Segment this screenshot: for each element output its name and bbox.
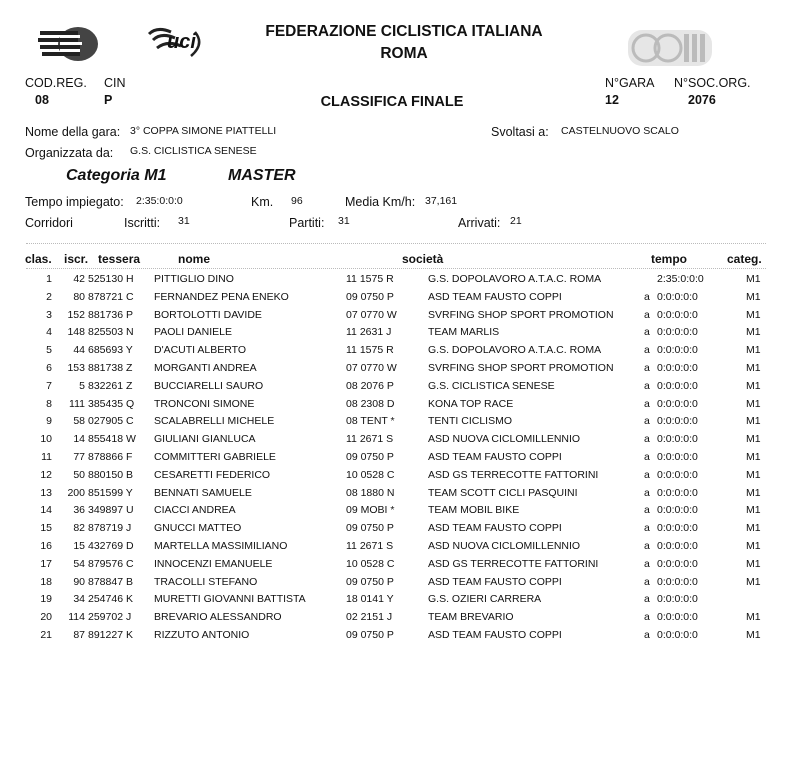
- cell-rider-name: INNOCENZI EMANUELE: [154, 557, 273, 570]
- cell-gap-marker: a: [644, 593, 650, 606]
- cell-team-code: 10 0528 C: [346, 468, 395, 481]
- table-row: [0, 362, 805, 379]
- cell-team-code: 07 0770 W: [346, 362, 397, 374]
- cin-label: CIN: [104, 76, 126, 90]
- table-row: [0, 415, 805, 432]
- cell-rider-name: COMMITTERI GABRIELE: [154, 451, 276, 463]
- cell-bib: 36: [73, 504, 85, 517]
- table-row: [0, 487, 805, 504]
- cell-license: 880150 B: [88, 468, 133, 481]
- cell-rider-name: PAOLI DANIELE: [154, 326, 233, 339]
- cell-rider-name: FERNANDEZ PENA ENEKO: [154, 290, 289, 303]
- cell-rider-name: BUCCIARELLI SAURO: [154, 379, 264, 392]
- time-value: 2:35:0:0:0: [136, 195, 183, 207]
- cell-rank: 10: [40, 433, 52, 446]
- table-row: [0, 344, 805, 361]
- table-row: [0, 576, 805, 593]
- cell-time: 0:0:0:0:0: [657, 433, 698, 446]
- cin-value: P: [104, 93, 113, 107]
- cell-rider-name: RIZZUTO ANTONIO: [154, 629, 250, 641]
- finished-label: Arrivati:: [458, 216, 501, 230]
- cell-team-name: ASD NUOVA CICLOMILLENNIO: [428, 433, 581, 446]
- cell-bib: 152: [67, 308, 85, 321]
- table-row: [0, 398, 805, 415]
- cell-team-code: 08 TENT *: [346, 415, 395, 428]
- cell-rider-name: BREVARIO ALESSANDRO: [154, 611, 282, 624]
- cell-license: 685693 Y: [88, 344, 133, 357]
- cell-team-name: G.S. DOPOLAVORO A.T.A.C. ROMA: [428, 344, 602, 357]
- cell-time: 0:0:0:0:0: [657, 379, 698, 392]
- cell-team-name: G.S. CICLISTICA SENESE: [428, 379, 555, 392]
- cell-time: 0:0:0:0:0: [657, 540, 698, 552]
- cell-time: 0:0:0:0:0: [657, 326, 698, 339]
- avg-speed-label: Media Km/h:: [345, 195, 416, 209]
- cell-gap-marker: a: [644, 451, 650, 463]
- cell-team-name: ASD GS TERRECOTTE FATTORINI: [428, 557, 599, 570]
- cell-bib: 54: [73, 557, 85, 570]
- cell-category: M1: [746, 326, 761, 339]
- cell-bib: 153: [67, 362, 85, 374]
- cell-license: 027905 C: [88, 415, 134, 428]
- cell-team-name: TENTI CICLISMO: [428, 415, 513, 428]
- cell-team-name: G.S. DOPOLAVORO A.T.A.C. ROMA: [428, 273, 602, 285]
- cell-category: M1: [746, 308, 761, 321]
- fci-logo: [38, 24, 100, 64]
- cell-category: M1: [746, 379, 761, 392]
- cell-team-code: 11 2671 S: [346, 433, 394, 446]
- cell-category: M1: [746, 415, 761, 428]
- registered-value: 31: [178, 215, 190, 227]
- cell-team-code: 18 0141 Y: [346, 593, 394, 606]
- cell-team-name: G.S. OZIERI CARRERA: [428, 593, 542, 606]
- cell-license: 881738 Z: [88, 362, 133, 374]
- cell-category: M1: [746, 522, 761, 535]
- cell-rank: 16: [40, 540, 52, 552]
- page-title-city: ROMA: [380, 45, 428, 62]
- cell-team-name: SVRFING SHOP SPORT PROMOTION: [428, 362, 614, 374]
- cell-team-code: 11 2631 J: [346, 326, 392, 339]
- cell-time: 0:0:0:0:0: [657, 308, 698, 321]
- table-row: [0, 309, 805, 326]
- col-header-tessera: tessera: [98, 252, 141, 266]
- cell-time: 0:0:0:0:0: [657, 451, 698, 463]
- cell-time: 0:0:0:0:0: [657, 575, 698, 588]
- cell-team-name: ASD TEAM FAUSTO COPPI: [428, 575, 562, 588]
- cell-license: 825503 N: [88, 326, 134, 339]
- cell-time: 0:0:0:0:0: [657, 557, 698, 570]
- table-row: [0, 504, 805, 521]
- page-title: FEDERAZIONE CICLISTICA ITALIANA: [265, 23, 543, 40]
- cell-category: M1: [746, 486, 761, 499]
- cell-bib: 148: [67, 326, 85, 339]
- divider: [26, 243, 766, 244]
- cell-license: 851599 Y: [88, 486, 133, 499]
- cell-bib: 87: [73, 629, 85, 641]
- cell-license: 855418 W: [88, 433, 136, 446]
- cell-category: M1: [746, 557, 761, 570]
- col-header-societa: società: [402, 252, 444, 266]
- cell-bib: 14: [73, 433, 85, 446]
- category-label: Categoria M1: [66, 167, 167, 184]
- cell-category: M1: [746, 451, 761, 463]
- cell-rank: 13: [40, 486, 52, 499]
- cell-rider-name: GNUCCI MATTEO: [154, 522, 242, 535]
- cell-rider-name: MURETTI GIOVANNI BATTISTA: [154, 593, 306, 606]
- cell-gap-marker: a: [644, 433, 650, 446]
- cell-rank: 17: [40, 557, 52, 570]
- cell-license: 878847 B: [88, 575, 133, 588]
- codreg-label: COD.REG.: [25, 76, 87, 90]
- cell-time: 0:0:0:0:0: [657, 522, 698, 535]
- cell-rider-name: PITTIGLIO DINO: [154, 273, 234, 285]
- cell-rank: 6: [46, 362, 52, 374]
- col-header-categ: categ.: [727, 252, 762, 266]
- cell-team-code: 11 1575 R: [346, 273, 394, 285]
- cell-gap-marker: a: [644, 486, 650, 499]
- cell-bib: 44: [73, 344, 85, 357]
- cell-gap-marker: a: [644, 611, 650, 624]
- table-row: [0, 540, 805, 557]
- location-label: Svoltasi a:: [491, 125, 549, 139]
- km-label: Km.: [251, 195, 274, 209]
- cell-category: M1: [746, 362, 761, 374]
- cell-license: 259702 J: [88, 611, 132, 624]
- table-row: [0, 629, 805, 646]
- cell-time: 0:0:0:0:0: [657, 593, 698, 606]
- cell-rider-name: GIULIANI GIANLUCA: [154, 433, 256, 446]
- cell-category: M1: [746, 273, 761, 285]
- km-value: 96: [291, 195, 303, 207]
- cell-team-code: 08 1880 N: [346, 486, 395, 499]
- cell-rider-name: MORGANTI ANDREA: [154, 362, 257, 374]
- cell-license: 878866 F: [88, 451, 133, 463]
- coni-logo: [626, 26, 714, 70]
- cell-rank: 4: [46, 326, 52, 339]
- cell-category: M1: [746, 468, 761, 481]
- cell-bib: 114: [68, 611, 85, 624]
- cell-gap-marker: a: [644, 629, 650, 641]
- cell-team-code: 02 2151 J: [346, 611, 393, 624]
- cell-category: M1: [746, 344, 761, 357]
- cell-time: 0:0:0:0:0: [657, 290, 698, 303]
- cell-time: 0:0:0:0:0: [657, 344, 698, 357]
- table-row: [0, 522, 805, 539]
- cell-rank: 21: [40, 629, 52, 641]
- race-name-label: Nome della gara:: [25, 125, 121, 139]
- cell-time: 0:0:0:0:0: [657, 504, 698, 517]
- cell-rider-name: TRACOLLI STEFANO: [154, 575, 258, 588]
- table-row: [0, 380, 805, 397]
- cell-gap-marker: a: [644, 415, 650, 428]
- cell-rank: 3: [46, 308, 52, 321]
- cell-team-name: TEAM MARLIS: [428, 326, 500, 339]
- cell-license: 878721 C: [88, 290, 134, 303]
- cell-license: 881736 P: [88, 308, 133, 321]
- cell-time: 2:35:0:0:0: [657, 273, 704, 285]
- header-divider: [26, 268, 766, 269]
- time-label: Tempo impiegato:: [25, 195, 124, 209]
- col-header-iscr: iscr.: [64, 252, 89, 266]
- cell-gap-marker: a: [644, 468, 650, 481]
- cell-time: 0:0:0:0:0: [657, 611, 698, 624]
- cell-rank: 9: [46, 415, 52, 428]
- cell-bib: 82: [73, 522, 85, 535]
- cell-time: 0:0:0:0:0: [657, 486, 698, 499]
- cell-team-code: 11 2671 S: [346, 540, 394, 552]
- cell-rider-name: CIACCI ANDREA: [154, 504, 236, 517]
- riders-label: Corridori: [25, 216, 73, 230]
- cell-rank: 14: [40, 504, 52, 517]
- cell-team-code: 08 2076 P: [346, 379, 394, 392]
- cell-team-name: KONA TOP RACE: [428, 397, 514, 410]
- cell-rank: 8: [46, 397, 52, 410]
- avg-speed-value: 37,161: [425, 195, 458, 207]
- cell-gap-marker: a: [644, 540, 650, 552]
- cell-rank: 7: [46, 379, 52, 392]
- cell-rank: 5: [46, 344, 52, 357]
- cell-team-code: 09 0750 P: [346, 575, 394, 588]
- cell-gap-marker: a: [644, 326, 650, 339]
- table-row: [0, 433, 805, 450]
- cell-team-name: ASD TEAM FAUSTO COPPI: [428, 629, 562, 641]
- cell-team-code: 09 0750 P: [346, 629, 394, 641]
- cell-category: M1: [746, 629, 761, 641]
- table-row: [0, 611, 805, 628]
- cell-category: M1: [746, 397, 761, 410]
- cell-rider-name: BENNATI SAMUELE: [154, 486, 252, 499]
- cell-rank: 2: [46, 290, 52, 303]
- codreg-value: 08: [35, 93, 49, 107]
- col-header-nome: nome: [178, 252, 211, 266]
- cell-bib: 200: [67, 486, 85, 499]
- finished-value: 21: [510, 215, 522, 227]
- cell-team-name: TEAM SCOTT CICLI PASQUINI: [428, 486, 578, 499]
- cell-bib: 15: [73, 540, 85, 552]
- cell-rank: 11: [41, 451, 52, 463]
- cell-gap-marker: a: [644, 397, 650, 410]
- cell-rider-name: CESARETTI FEDERICO: [154, 468, 271, 481]
- cell-gap-marker: a: [644, 362, 650, 374]
- table-row: [0, 451, 805, 468]
- cell-team-name: ASD NUOVA CICLOMILLENNIO: [428, 540, 581, 552]
- cell-team-code: 09 MOBI *: [346, 504, 395, 517]
- cell-category: M1: [746, 611, 761, 624]
- organizer-label: Organizzata da:: [25, 146, 114, 160]
- cell-team-code: 08 2308 D: [346, 397, 395, 410]
- cell-license: 385435 Q: [88, 397, 135, 410]
- cell-category: M1: [746, 504, 761, 517]
- ngara-label: N°GARA: [605, 76, 655, 90]
- cell-team-name: SVRFING SHOP SPORT PROMOTION: [428, 308, 614, 321]
- cell-bib: 58: [73, 415, 85, 428]
- cell-team-name: TEAM BREVARIO: [428, 611, 514, 624]
- cell-bib: 50: [73, 468, 85, 481]
- table-row: [0, 593, 805, 610]
- cell-team-code: 10 0528 C: [346, 557, 395, 570]
- table-row: [0, 558, 805, 575]
- cell-team-name: ASD TEAM FAUSTO COPPI: [428, 290, 562, 303]
- cell-category: M1: [746, 290, 761, 303]
- cell-team-code: 11 1575 R: [346, 344, 394, 357]
- cell-rider-name: MARTELLA MASSIMILIANO: [154, 540, 288, 552]
- cell-bib: 80: [73, 290, 85, 303]
- col-header-clas: clas.: [25, 252, 52, 266]
- cell-gap-marker: a: [644, 504, 650, 517]
- cell-rank: 15: [40, 522, 52, 535]
- nsoc-label: N°SOC.ORG.: [674, 76, 751, 90]
- cell-gap-marker: a: [644, 308, 650, 321]
- cell-bib: 42: [73, 273, 85, 285]
- cell-rank: 18: [40, 575, 52, 588]
- cell-rider-name: SCALABRELLI MICHELE: [154, 415, 275, 428]
- uci-logo: [145, 24, 205, 62]
- cell-rider-name: D'ACUTI ALBERTO: [154, 344, 247, 357]
- cell-bib: 77: [73, 451, 85, 463]
- category-type: MASTER: [228, 167, 296, 184]
- race-name-value: 3° COPPA SIMONE PIATTELLI: [130, 125, 277, 137]
- cell-gap-marker: a: [644, 344, 650, 357]
- cell-team-code: 09 0750 P: [346, 451, 394, 463]
- table-row: [0, 326, 805, 343]
- cell-time: 0:0:0:0:0: [657, 397, 698, 410]
- cell-time: 0:0:0:0:0: [657, 362, 698, 374]
- cell-category: M1: [746, 540, 761, 552]
- cell-bib: 5: [79, 379, 85, 392]
- cell-bib: 34: [73, 593, 85, 606]
- cell-rank: 1: [46, 273, 52, 285]
- nsoc-value: 2076: [688, 93, 716, 107]
- table-row: [0, 291, 805, 308]
- cell-license: 878719 J: [88, 522, 132, 535]
- cell-rank: 12: [40, 468, 52, 481]
- cell-team-name: TEAM MOBIL BIKE: [428, 504, 520, 517]
- cell-bib: 111: [69, 397, 85, 410]
- cell-team-name: ASD GS TERRECOTTE FATTORINI: [428, 468, 599, 481]
- cell-team-code: 09 0750 P: [346, 522, 394, 535]
- location-value: CASTELNUOVO SCALO: [561, 125, 679, 137]
- cell-license: 349897 U: [88, 504, 134, 517]
- started-value: 31: [338, 215, 350, 227]
- cell-team-code: 07 0770 W: [346, 308, 397, 321]
- cell-license: 525130 H: [88, 273, 134, 285]
- cell-time: 0:0:0:0:0: [657, 415, 698, 428]
- cell-gap-marker: a: [644, 557, 650, 570]
- organizer-value: G.S. CICLISTICA SENESE: [130, 145, 257, 157]
- cell-bib: 90: [73, 575, 85, 588]
- cell-time: 0:0:0:0:0: [657, 468, 698, 481]
- ngara-value: 12: [605, 93, 619, 107]
- cell-category: M1: [746, 433, 761, 446]
- cell-license: 891227 K: [88, 629, 133, 641]
- cell-gap-marker: a: [644, 522, 650, 535]
- registered-label: Iscritti:: [124, 216, 161, 230]
- cell-gap-marker: a: [644, 290, 650, 303]
- cell-rank: 20: [40, 611, 52, 624]
- cell-license: 432769 D: [88, 540, 134, 552]
- cell-gap-marker: a: [644, 575, 650, 588]
- started-label: Partiti:: [289, 216, 325, 230]
- cell-team-name: ASD TEAM FAUSTO COPPI: [428, 522, 562, 535]
- table-row: [0, 273, 805, 290]
- cell-rider-name: TRONCONI SIMONE: [154, 397, 255, 410]
- subtitle: CLASSIFICA FINALE: [320, 94, 464, 110]
- cell-rider-name: BORTOLOTTI DAVIDE: [154, 308, 262, 321]
- cell-team-code: 09 0750 P: [346, 290, 394, 303]
- cell-license: 832261 Z: [88, 379, 133, 392]
- cell-license: 254746 K: [88, 593, 133, 606]
- table-row: [0, 469, 805, 486]
- cell-rank: 19: [40, 593, 52, 606]
- cell-gap-marker: a: [644, 379, 650, 392]
- cell-time: 0:0:0:0:0: [657, 629, 698, 641]
- col-header-tempo: tempo: [651, 252, 687, 266]
- cell-license: 879576 C: [88, 557, 134, 570]
- cell-category: M1: [746, 575, 761, 588]
- cell-team-name: ASD TEAM FAUSTO COPPI: [428, 451, 562, 463]
- svg-text:uci: uci: [167, 31, 196, 53]
